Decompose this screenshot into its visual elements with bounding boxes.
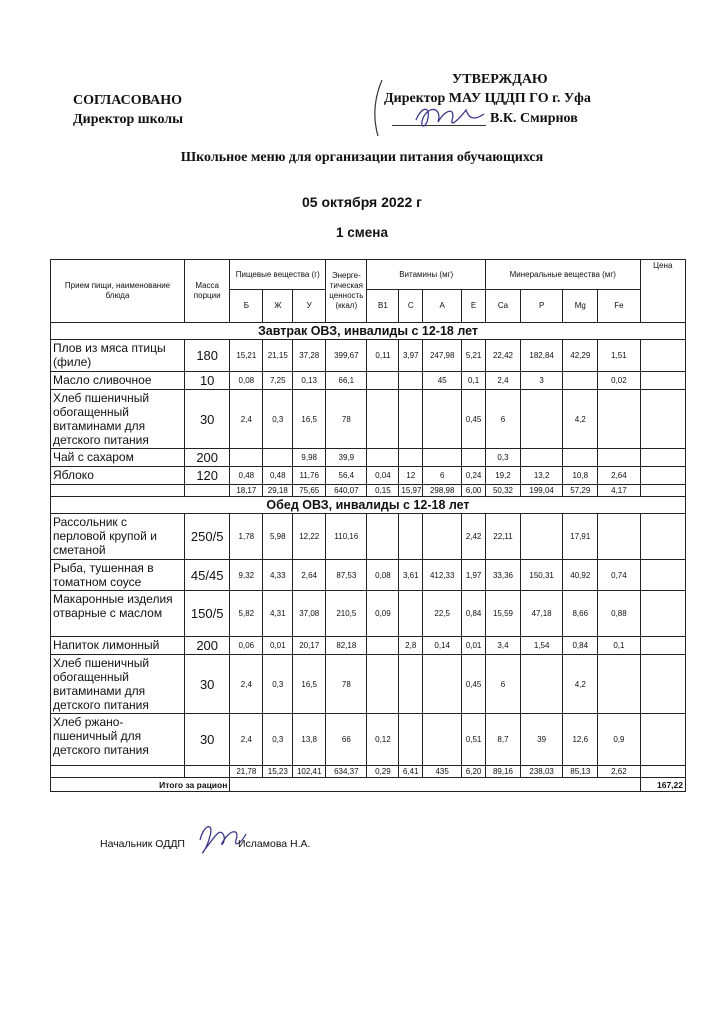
value-cell: 13,8 (293, 714, 326, 766)
value-cell: 3,97 (399, 340, 423, 372)
value-cell (399, 591, 423, 637)
value-cell: 0,84 (462, 591, 486, 637)
value-cell: 5,82 (230, 591, 263, 637)
value-cell: 40,92 (563, 560, 598, 591)
value-cell: 0,51 (462, 714, 486, 766)
dish-mass: 200 (185, 637, 230, 655)
value-cell: 47,18 (521, 591, 563, 637)
dish-name: Напиток лимонный (51, 637, 185, 655)
total-cell: 640,07 (326, 485, 367, 497)
value-cell: 412,33 (423, 560, 462, 591)
header-p: Р (521, 290, 563, 323)
approve-role: Директор МАУ ЦДДП ГО г. Уфа (384, 91, 591, 106)
total-cell: 6,41 (399, 766, 423, 778)
value-cell: 37,28 (293, 340, 326, 372)
dish-name: Хлеб пшеничный обогащенный витаминами для детского питания (51, 655, 185, 714)
grand-total-spacer (230, 778, 640, 792)
value-cell: 0,3 (263, 655, 293, 714)
value-cell (640, 372, 685, 390)
value-cell: 0,45 (462, 390, 486, 449)
header-carbs: У (293, 290, 326, 323)
total-mass-cell (185, 766, 230, 778)
value-cell: 10,8 (563, 467, 598, 485)
section-row (51, 323, 686, 340)
total-cell: 18,17 (230, 485, 263, 497)
header-a: А (423, 290, 462, 323)
value-cell: 150,31 (521, 560, 563, 591)
total-cell: 6,00 (462, 485, 486, 497)
value-cell: 110,16 (326, 514, 367, 560)
total-cell (640, 485, 685, 497)
dish-mass: 200 (185, 449, 230, 467)
table-row (51, 514, 686, 560)
header-mg: Mg (563, 290, 598, 323)
value-cell (640, 340, 685, 372)
value-cell: 11,76 (293, 467, 326, 485)
value-cell (598, 655, 640, 714)
value-cell: 4,2 (563, 390, 598, 449)
value-cell: 2,64 (293, 560, 326, 591)
value-cell (423, 655, 462, 714)
value-cell: 2,64 (598, 467, 640, 485)
table-row (51, 467, 686, 485)
total-cell: 298,98 (423, 485, 462, 497)
total-cell: 15,23 (263, 766, 293, 778)
value-cell: 78 (326, 655, 367, 714)
value-cell (563, 449, 598, 467)
approve-title: УТВЕРЖДАЮ (452, 72, 548, 87)
value-cell (399, 714, 423, 766)
value-cell: 9,32 (230, 560, 263, 591)
section-title: Завтрак ОВЗ, инвалиды с 12-18 лет (51, 323, 686, 340)
value-cell: 0,14 (423, 637, 462, 655)
total-cell: 15,97 (399, 485, 423, 497)
value-cell: 56,4 (326, 467, 367, 485)
value-cell: 6 (485, 390, 520, 449)
value-cell (640, 637, 685, 655)
dish-mass: 180 (185, 340, 230, 372)
value-cell (399, 372, 423, 390)
value-cell: 12,22 (293, 514, 326, 560)
footer-name: Исламова Н.А. (238, 838, 311, 850)
agreed-title: СОГЛАСОВАНО (73, 93, 182, 108)
total-cell: 634,37 (326, 766, 367, 778)
value-cell: 5,98 (263, 514, 293, 560)
dish-mass: 10 (185, 372, 230, 390)
dish-name: Масло сливочное (51, 372, 185, 390)
value-cell: 8,66 (563, 591, 598, 637)
value-cell: 6 (423, 467, 462, 485)
value-cell: 3,61 (399, 560, 423, 591)
value-cell (640, 591, 685, 637)
value-cell (462, 449, 486, 467)
value-cell: 0,09 (367, 591, 399, 637)
value-cell: 0,88 (598, 591, 640, 637)
value-cell: 0,3 (263, 390, 293, 449)
value-cell: 2,8 (399, 637, 423, 655)
header-fe: Fe (598, 290, 640, 323)
value-cell: 1,78 (230, 514, 263, 560)
value-cell (640, 655, 685, 714)
value-cell (230, 449, 263, 467)
table-row (51, 340, 686, 372)
value-cell: 22,42 (485, 340, 520, 372)
value-cell: 0,01 (263, 637, 293, 655)
value-cell (521, 390, 563, 449)
value-cell: 1,54 (521, 637, 563, 655)
grand-total-value: 167,22 (640, 778, 685, 792)
value-cell: 37,08 (293, 591, 326, 637)
total-cell: 6,20 (462, 766, 486, 778)
value-cell: 0,3 (485, 449, 520, 467)
dish-mass: 150/5 (185, 591, 230, 637)
value-cell: 16,5 (293, 655, 326, 714)
value-cell (399, 514, 423, 560)
value-cell: 4,33 (263, 560, 293, 591)
value-cell: 4,31 (263, 591, 293, 637)
value-cell: 6 (485, 655, 520, 714)
table-row (51, 449, 686, 467)
value-cell (423, 514, 462, 560)
dish-mass: 250/5 (185, 514, 230, 560)
dish-mass: 30 (185, 390, 230, 449)
value-cell (263, 449, 293, 467)
total-cell: 75,65 (293, 485, 326, 497)
value-cell (640, 560, 685, 591)
value-cell: 20,17 (293, 637, 326, 655)
value-cell: 9,98 (293, 449, 326, 467)
value-cell: 0,08 (230, 372, 263, 390)
total-cell: 29,18 (263, 485, 293, 497)
header-dish: Прием пищи, наименование блюда (51, 260, 185, 323)
value-cell: 45 (423, 372, 462, 390)
table-row (51, 637, 686, 655)
total-cell (640, 766, 685, 778)
value-cell: 15,59 (485, 591, 520, 637)
value-cell: 22,11 (485, 514, 520, 560)
dish-name: Макаронные изделия отварные с маслом (51, 591, 185, 637)
header-nutrients: Пищевые вещества (г) (230, 260, 326, 290)
table-header-row (51, 260, 686, 290)
value-cell: 0,74 (598, 560, 640, 591)
dish-name: Плов из мяса птицы (филе) (51, 340, 185, 372)
total-label-cell (51, 766, 185, 778)
value-cell: 0,12 (367, 714, 399, 766)
value-cell: 3 (521, 372, 563, 390)
value-cell: 87,53 (326, 560, 367, 591)
value-cell (598, 449, 640, 467)
value-cell: 0,48 (230, 467, 263, 485)
menu-date: 05 октября 2022 г (302, 194, 422, 210)
value-cell: 0,11 (367, 340, 399, 372)
value-cell: 12 (399, 467, 423, 485)
value-cell: 12,6 (563, 714, 598, 766)
header-minerals: Минеральные вещества (мг) (485, 260, 640, 290)
director-signature (408, 100, 488, 139)
dish-mass: 45/45 (185, 560, 230, 591)
total-cell: 57,29 (563, 485, 598, 497)
dish-name: Рассольник с перловой крупой и сметаной (51, 514, 185, 560)
header-ca: Са (485, 290, 520, 323)
value-cell: 0,1 (462, 372, 486, 390)
approval-bracket (368, 78, 386, 138)
value-cell: 0,08 (367, 560, 399, 591)
agreed-role: Директор школы (73, 112, 184, 127)
value-cell: 2,4 (230, 390, 263, 449)
table-row (51, 372, 686, 390)
value-cell: 0,1 (598, 637, 640, 655)
total-cell: 199,04 (521, 485, 563, 497)
value-cell (598, 514, 640, 560)
dish-name: Яблоко (51, 467, 185, 485)
dish-name: Хлеб ржано-пшеничный для детского питания (51, 714, 185, 766)
value-cell: 0,13 (293, 372, 326, 390)
table-row (51, 591, 686, 637)
dish-mass: 30 (185, 655, 230, 714)
value-cell (521, 449, 563, 467)
header-energy: Энерге-тическая ценность (ккал) (326, 260, 367, 323)
header-vitamins: Витамины (мг) (367, 260, 486, 290)
value-cell (423, 449, 462, 467)
value-cell: 39 (521, 714, 563, 766)
total-cell: 102,41 (293, 766, 326, 778)
total-cell: 0,29 (367, 766, 399, 778)
value-cell: 42,29 (563, 340, 598, 372)
value-cell: 1,97 (462, 560, 486, 591)
value-cell: 2,4 (230, 655, 263, 714)
section-total-row (51, 766, 686, 778)
value-cell: 0,24 (462, 467, 486, 485)
section-title: Обед ОВЗ, инвалиды с 12-18 лет (51, 497, 686, 514)
value-cell: 0,01 (462, 637, 486, 655)
value-cell: 8,7 (485, 714, 520, 766)
value-cell (563, 372, 598, 390)
dish-mass: 30 (185, 714, 230, 766)
grand-total-row (51, 778, 686, 792)
total-cell: 0,15 (367, 485, 399, 497)
value-cell: 4,2 (563, 655, 598, 714)
section-total-row (51, 485, 686, 497)
value-cell (640, 714, 685, 766)
value-cell: 15,21 (230, 340, 263, 372)
table-row (51, 390, 686, 449)
total-cell: 21,78 (230, 766, 263, 778)
value-cell: 0,02 (598, 372, 640, 390)
value-cell: 0,06 (230, 637, 263, 655)
value-cell: 2,4 (230, 714, 263, 766)
value-cell: 7,25 (263, 372, 293, 390)
value-cell: 19,2 (485, 467, 520, 485)
value-cell: 2,42 (462, 514, 486, 560)
total-cell: 435 (423, 766, 462, 778)
value-cell (640, 390, 685, 449)
value-cell: 5,21 (462, 340, 486, 372)
value-cell: 247,98 (423, 340, 462, 372)
header-b1: В1 (367, 290, 399, 323)
value-cell (367, 449, 399, 467)
total-cell: 4,17 (598, 485, 640, 497)
value-cell (640, 467, 685, 485)
value-cell: 210,5 (326, 591, 367, 637)
table-row (51, 714, 686, 766)
value-cell: 66 (326, 714, 367, 766)
value-cell: 0,3 (263, 714, 293, 766)
total-cell: 85,13 (563, 766, 598, 778)
value-cell (423, 714, 462, 766)
header-mass: Масса порции (185, 260, 230, 323)
header-price: Цена (640, 260, 685, 323)
dish-mass: 120 (185, 467, 230, 485)
value-cell: 0,45 (462, 655, 486, 714)
document-title: Школьное меню для организации питания обучающихся (180, 150, 544, 165)
value-cell: 0,84 (563, 637, 598, 655)
value-cell: 2,4 (485, 372, 520, 390)
value-cell: 82,18 (326, 637, 367, 655)
section-row (51, 497, 686, 514)
total-cell: 238,03 (521, 766, 563, 778)
value-cell: 78 (326, 390, 367, 449)
value-cell (367, 372, 399, 390)
value-cell: 399,67 (326, 340, 367, 372)
value-cell (521, 514, 563, 560)
value-cell (399, 449, 423, 467)
value-cell (399, 655, 423, 714)
value-cell: 17,91 (563, 514, 598, 560)
header-e: Е (462, 290, 486, 323)
value-cell: 21,15 (263, 340, 293, 372)
value-cell (640, 514, 685, 560)
value-cell (367, 637, 399, 655)
total-cell: 89,16 (485, 766, 520, 778)
footer-role: Начальник ОДДП (100, 838, 185, 850)
value-cell (640, 449, 685, 467)
value-cell: 3,4 (485, 637, 520, 655)
value-cell (598, 390, 640, 449)
dish-name: Хлеб пшеничный обогащенный витаминами для детского питания (51, 390, 185, 449)
table-row (51, 560, 686, 591)
dish-name: Рыба, тушенная в томатном соусе (51, 560, 185, 591)
value-cell: 0,9 (598, 714, 640, 766)
value-cell (521, 655, 563, 714)
total-label-cell (51, 485, 185, 497)
total-mass-cell (185, 485, 230, 497)
value-cell: 33,36 (485, 560, 520, 591)
value-cell: 39,9 (326, 449, 367, 467)
table-row (51, 655, 686, 714)
value-cell: 66,1 (326, 372, 367, 390)
value-cell: 13,2 (521, 467, 563, 485)
dish-name: Чай с сахаром (51, 449, 185, 467)
value-cell (367, 655, 399, 714)
header-c: С (399, 290, 423, 323)
value-cell: 182,84 (521, 340, 563, 372)
value-cell: 1,51 (598, 340, 640, 372)
value-cell: 16,5 (293, 390, 326, 449)
header-protein: Б (230, 290, 263, 323)
value-cell: 0,48 (263, 467, 293, 485)
value-cell (367, 390, 399, 449)
value-cell: 22,5 (423, 591, 462, 637)
header-fat: Ж (263, 290, 293, 323)
total-cell: 50,32 (485, 485, 520, 497)
value-cell (423, 390, 462, 449)
total-cell: 2,62 (598, 766, 640, 778)
value-cell (399, 390, 423, 449)
menu-shift: 1 смена (336, 225, 388, 240)
approve-name: В.К. Смирнов (490, 111, 578, 126)
menu-table (50, 259, 686, 792)
grand-total-label: Итого за рацион (51, 778, 230, 792)
value-cell: 0,04 (367, 467, 399, 485)
value-cell (367, 514, 399, 560)
